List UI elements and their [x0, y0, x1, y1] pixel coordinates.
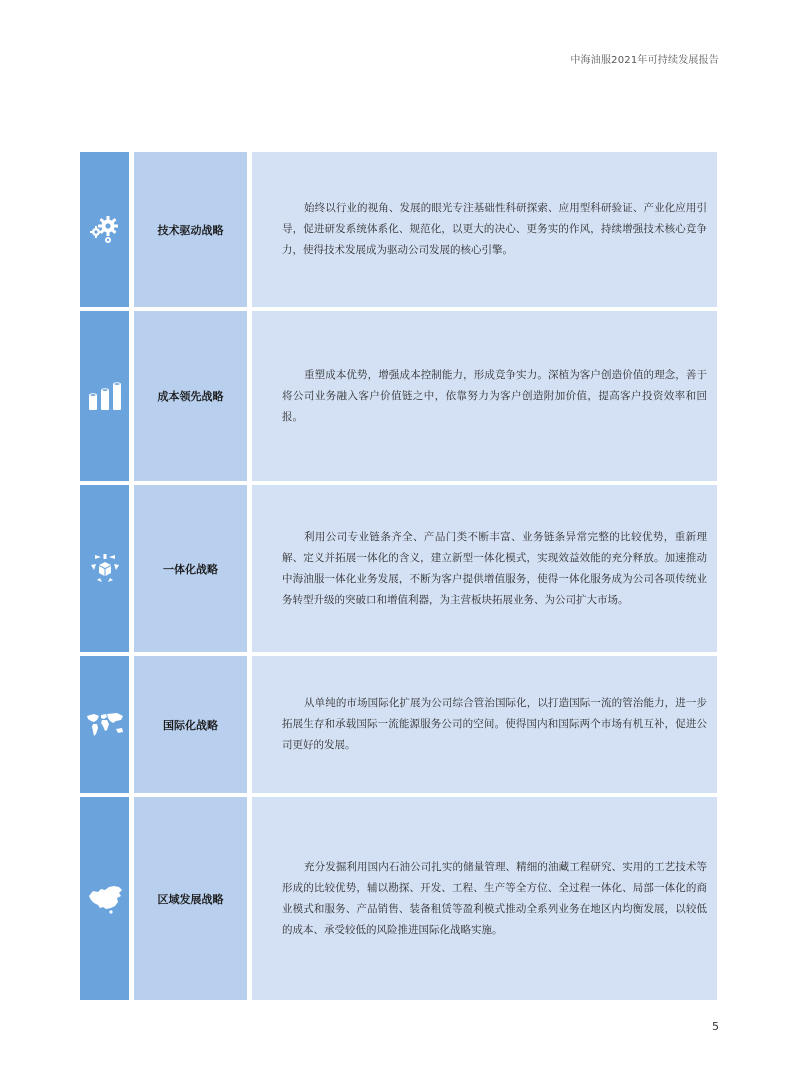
china-map-icon [86, 884, 124, 914]
strategy-row-integration [80, 485, 717, 652]
coin-stacks-icon [87, 381, 123, 411]
strategy-name: 国际化战略 [134, 656, 247, 793]
strategy-icon-cell [80, 152, 129, 307]
strategy-name: 成本领先战略 [134, 311, 247, 481]
strategy-icon-cell [80, 797, 129, 1000]
gears-icon [88, 215, 122, 245]
strategy-row-tech [80, 152, 717, 307]
strategy-name: 区域发展战略 [134, 797, 247, 1000]
integration-icon [89, 553, 121, 585]
strategy-icon-cell [80, 485, 129, 652]
strategy-description: 始终以行业的视角、发展的眼光专注基础性科研探索、应用型科研验证、产业化应用引导，促进研发系统体系化、规范化，以更大的决心、更务实的作风，持续增强技术核心竞争力，使得技术发展成为驱动公司发展的核心引擎。 [282, 202, 707, 256]
strategy-description-cell [252, 656, 717, 793]
strategy-description-cell [252, 797, 717, 1000]
strategy-table [80, 152, 717, 1000]
report-title: 中海油服2021年可持续发展报告 [570, 55, 719, 66]
strategy-row-international [80, 656, 717, 793]
strategy-icon-cell [80, 311, 129, 481]
strategy-row-cost [80, 311, 717, 481]
strategy-description: 从单纯的市场国际化扩展为公司综合管治国际化，以打造国际一流的管治能力，进一步拓展生存和承载国际一流能源服务公司的空间。使得国内和国际两个市场有机互补，促进公司更好的发展。 [282, 697, 707, 751]
strategy-description: 重塑成本优势，增强成本控制能力，形成竞争实力。深植为客户创造价值的理念，善于将公司业务融入客户价值链之中，依靠努力为客户创造附加价值，提高客户投资效率和回报。 [282, 368, 707, 423]
strategy-name: 一体化战略 [134, 485, 247, 652]
world-map-icon [85, 712, 125, 738]
strategy-description: 充分发掘利用国内石油公司扎实的储量管理、精细的油藏工程研究、实用的工艺技术等形成的比较优势，辅以勘探、开发、工程、生产等全方位、全过程一体化、局部一体化的商业模式和服务、产品销售、装备租赁等盈利模式推动全系列业务在地区内均衡发展，以较低的成本、承受较低的风险推进国际化战略实施。 [282, 860, 707, 936]
strategy-description-cell [252, 152, 717, 307]
strategy-name: 技术驱动战略 [134, 152, 247, 307]
strategy-row-regional [80, 797, 717, 1000]
strategy-description: 利用公司专业链条齐全、产品门类不断丰富、业务链条异常完整的比较优势，重新理解、定义并拓展一体化的含义，建立新型一体化模式，实现效益效能的充分释放。加速推动中海油服一体化业务发展，不断为客户提供增值服务，使得一体化服务成为公司各项传统业务转型升级的突破口和增值利器，为主营板块拓展业务、为公司扩大市场。 [282, 530, 707, 606]
strategy-description-cell [252, 485, 717, 652]
strategy-icon-cell [80, 656, 129, 793]
page-number: 5 [712, 1020, 719, 1033]
strategy-description-cell [252, 311, 717, 481]
